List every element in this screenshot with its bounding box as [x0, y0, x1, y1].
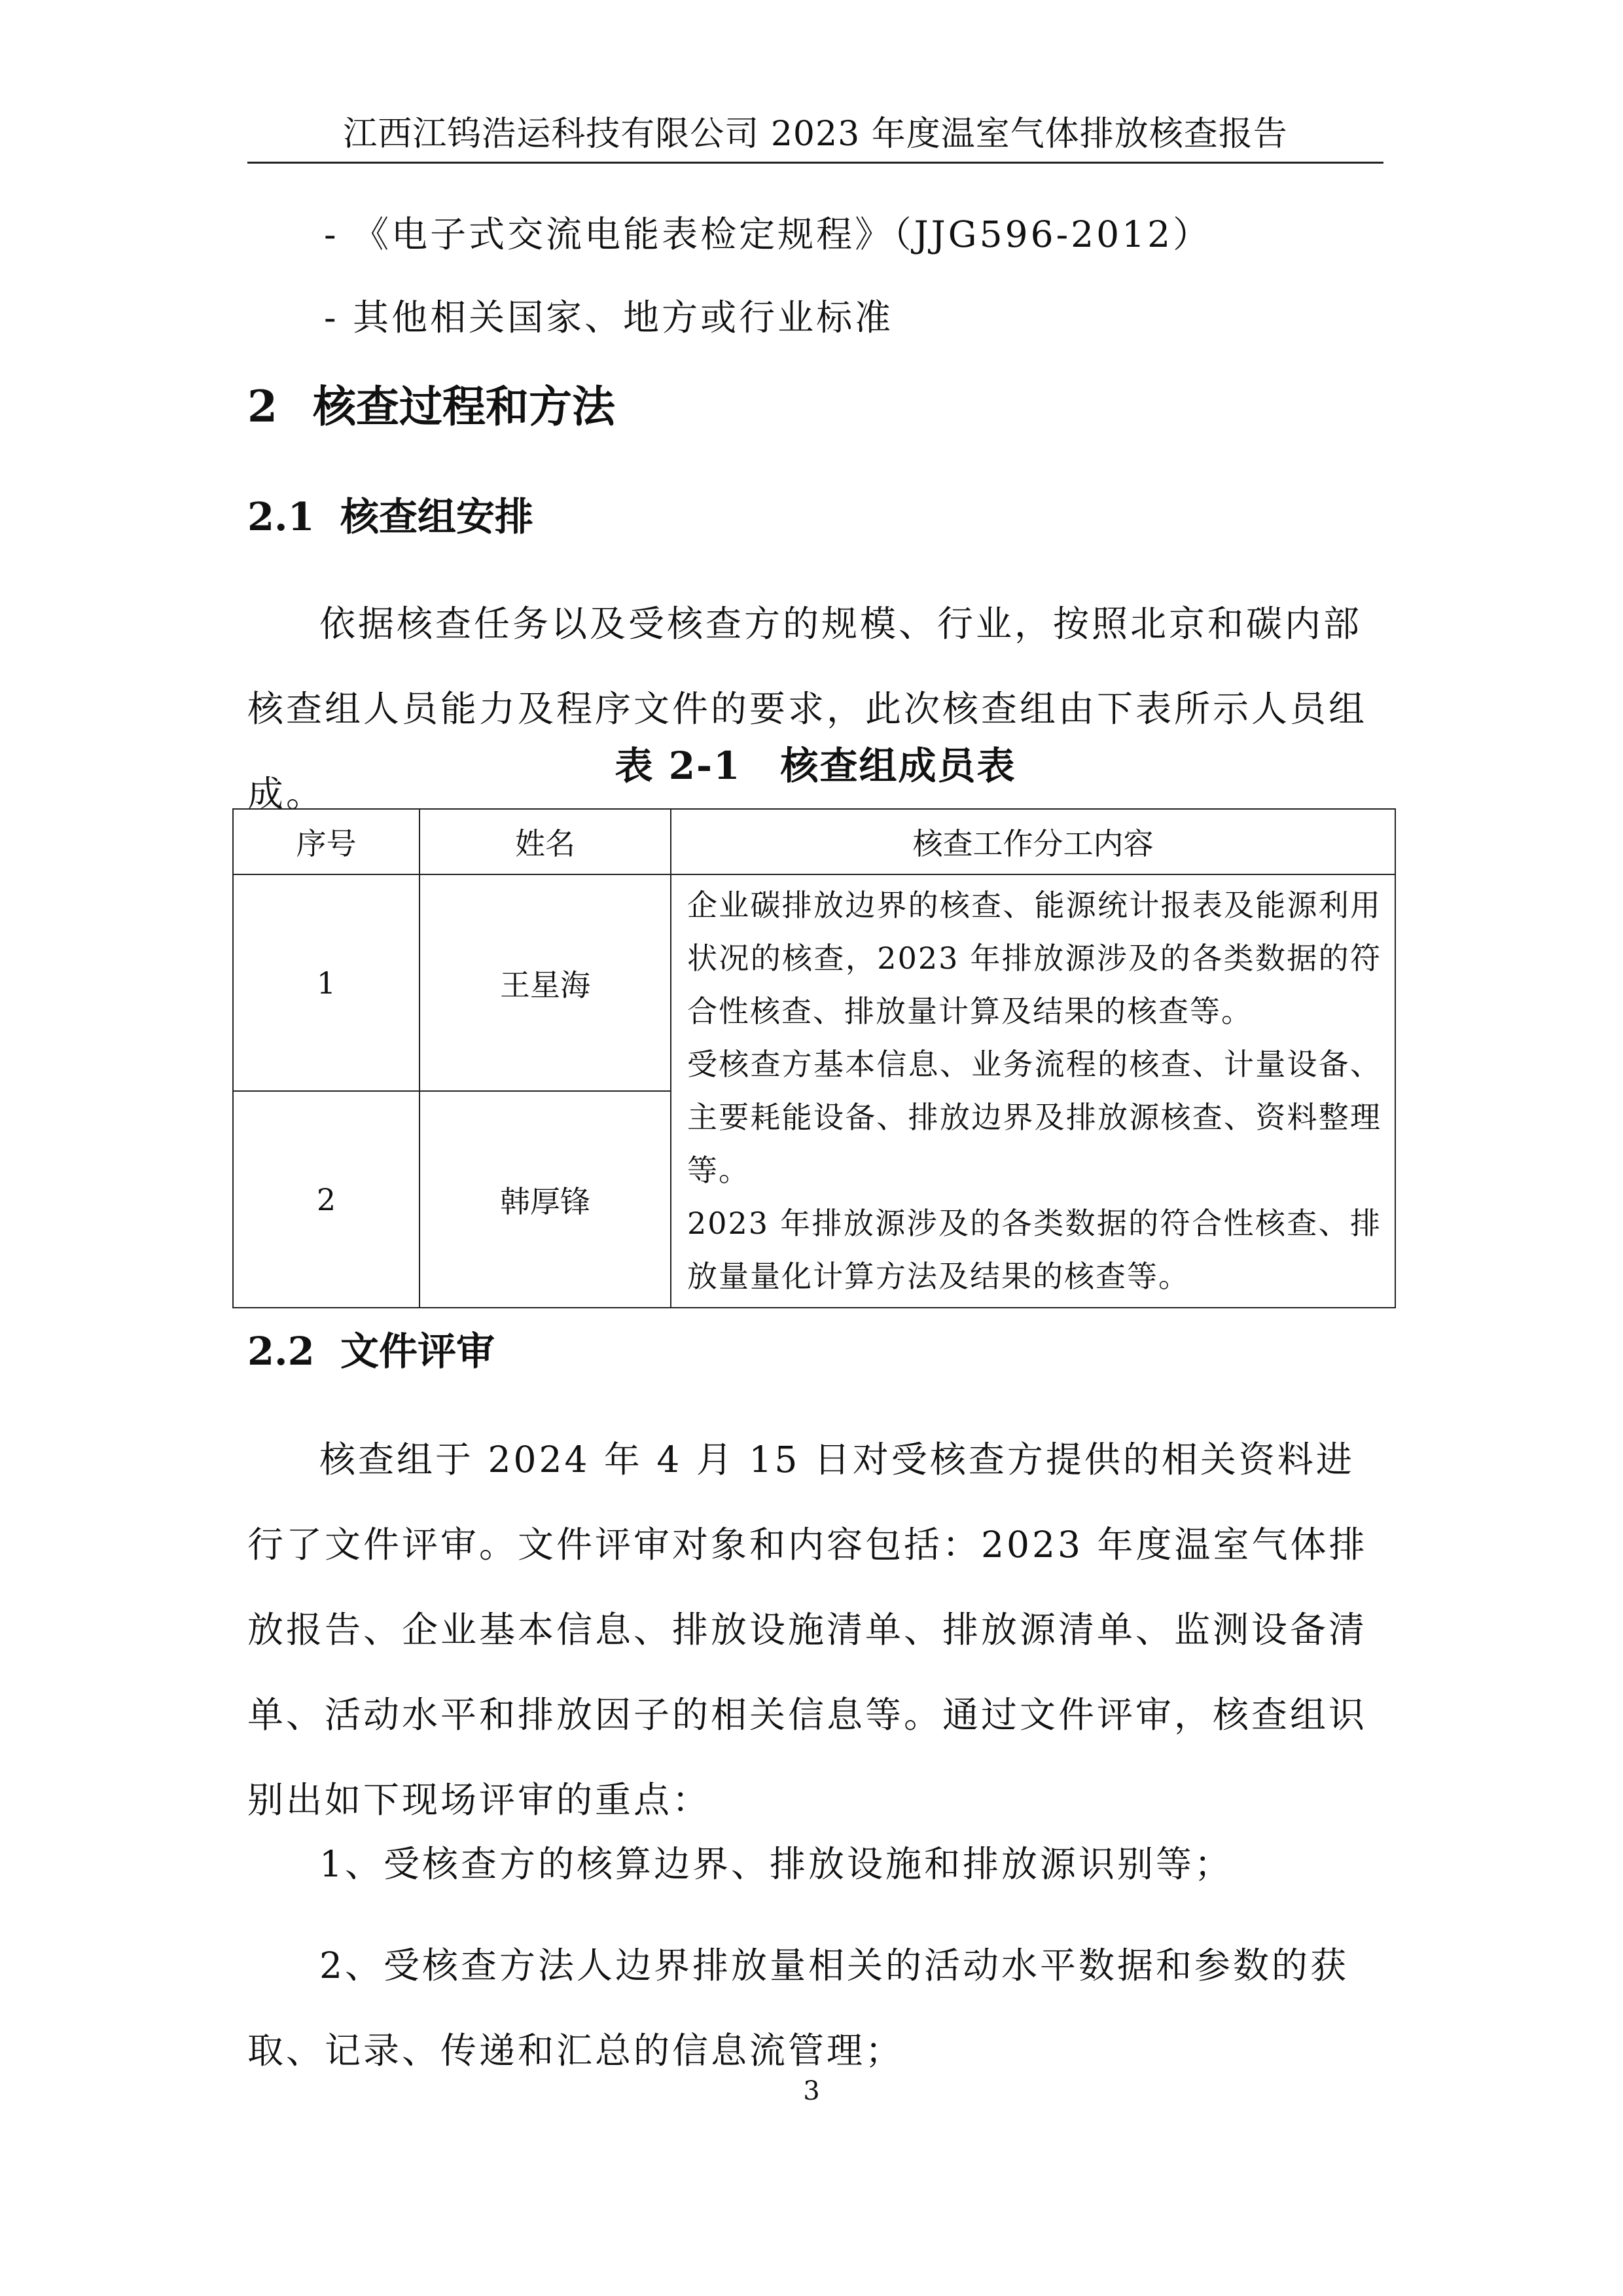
table-header-row — [233, 809, 1395, 874]
cell-number: 2 — [233, 1091, 419, 1308]
section-2-2-title: 文件评审 — [340, 1329, 495, 1374]
column-header-name: 姓名 — [419, 809, 671, 874]
table-caption: 表 2-1 核查组成员表 — [615, 744, 1016, 788]
bullet-standard-jjg596: - 《电子式交流电能表检定规程》（JJG596-2012） — [324, 213, 1212, 255]
review-focus-item: 1、受核查方的核算边界、排放设施和排放源识别等； — [319, 1843, 1233, 1885]
column-header-duties: 核查工作分工内容 — [671, 809, 1395, 874]
duty-paragraph: 企业碳排放边界的核查、能源统计报表及能源利用状况的核查，2023 年排放源涉及的各类数据的符合性核查、排放量计算及结果的核查等。 — [687, 888, 1382, 1029]
cell-name: 韩厚锋 — [419, 1091, 671, 1308]
section-2-title: 核查过程和方法 — [313, 381, 615, 432]
review-focus-item: 2、受核查方法人边界排放量相关的活动水平数据和参数的获取、记录、传递和汇总的信息流管理； — [247, 1945, 1349, 2072]
section-2-1-paragraph: 依据核查任务以及受核查方的规模、行业，按照北京和碳内部核查组人员能力及程序文件的要求，此次核查组由下表所示人员组成。 — [247, 603, 1368, 815]
section-2-1-title: 核查组安排 — [340, 494, 534, 539]
section-2-number: 2 — [247, 381, 277, 432]
duty-paragraph: 受核查方基本信息、业务流程的核查、计量设备、主要耗能设备、排放边界及排放源核查、资料整理等。 — [687, 1047, 1382, 1188]
section-2-2-number: 2.2 — [247, 1329, 315, 1374]
bullet-other-standards: - 其他相关国家、地方或行业标准 — [324, 296, 894, 338]
column-header-number: 序号 — [233, 809, 419, 874]
section-2-2-paragraph: 核查组于 2024 年 4 月 15 日对受核查方提供的相关资料进行了文件评审。文件评审对象和内容包括：2023 年度温室气体排放报告、企业基本信息、排放设施清单、排放源清单、监测设备清单、活动水平和排放因子的相关信息等。通过文件评审，核查组识别出如下现场评审的重点： — [247, 1439, 1368, 1821]
header-divider — [247, 162, 1383, 164]
duty-paragraph: 2023 年排放源涉及的各类数据的符合性核查、排放量量化计算方法及结果的核查等。 — [687, 1206, 1382, 1294]
team-members-table — [232, 808, 1396, 1308]
section-2-1-number: 2.1 — [247, 494, 315, 539]
table-row — [233, 874, 1395, 1091]
cell-name: 王星海 — [419, 874, 671, 1091]
cell-number: 1 — [233, 874, 419, 1091]
page-header-title: 江西江钨浩运科技有限公司 2023 年度温室气体排放核查报告 — [343, 115, 1288, 154]
page-number: 3 — [803, 2076, 820, 2106]
cell-duties — [671, 874, 1395, 1308]
